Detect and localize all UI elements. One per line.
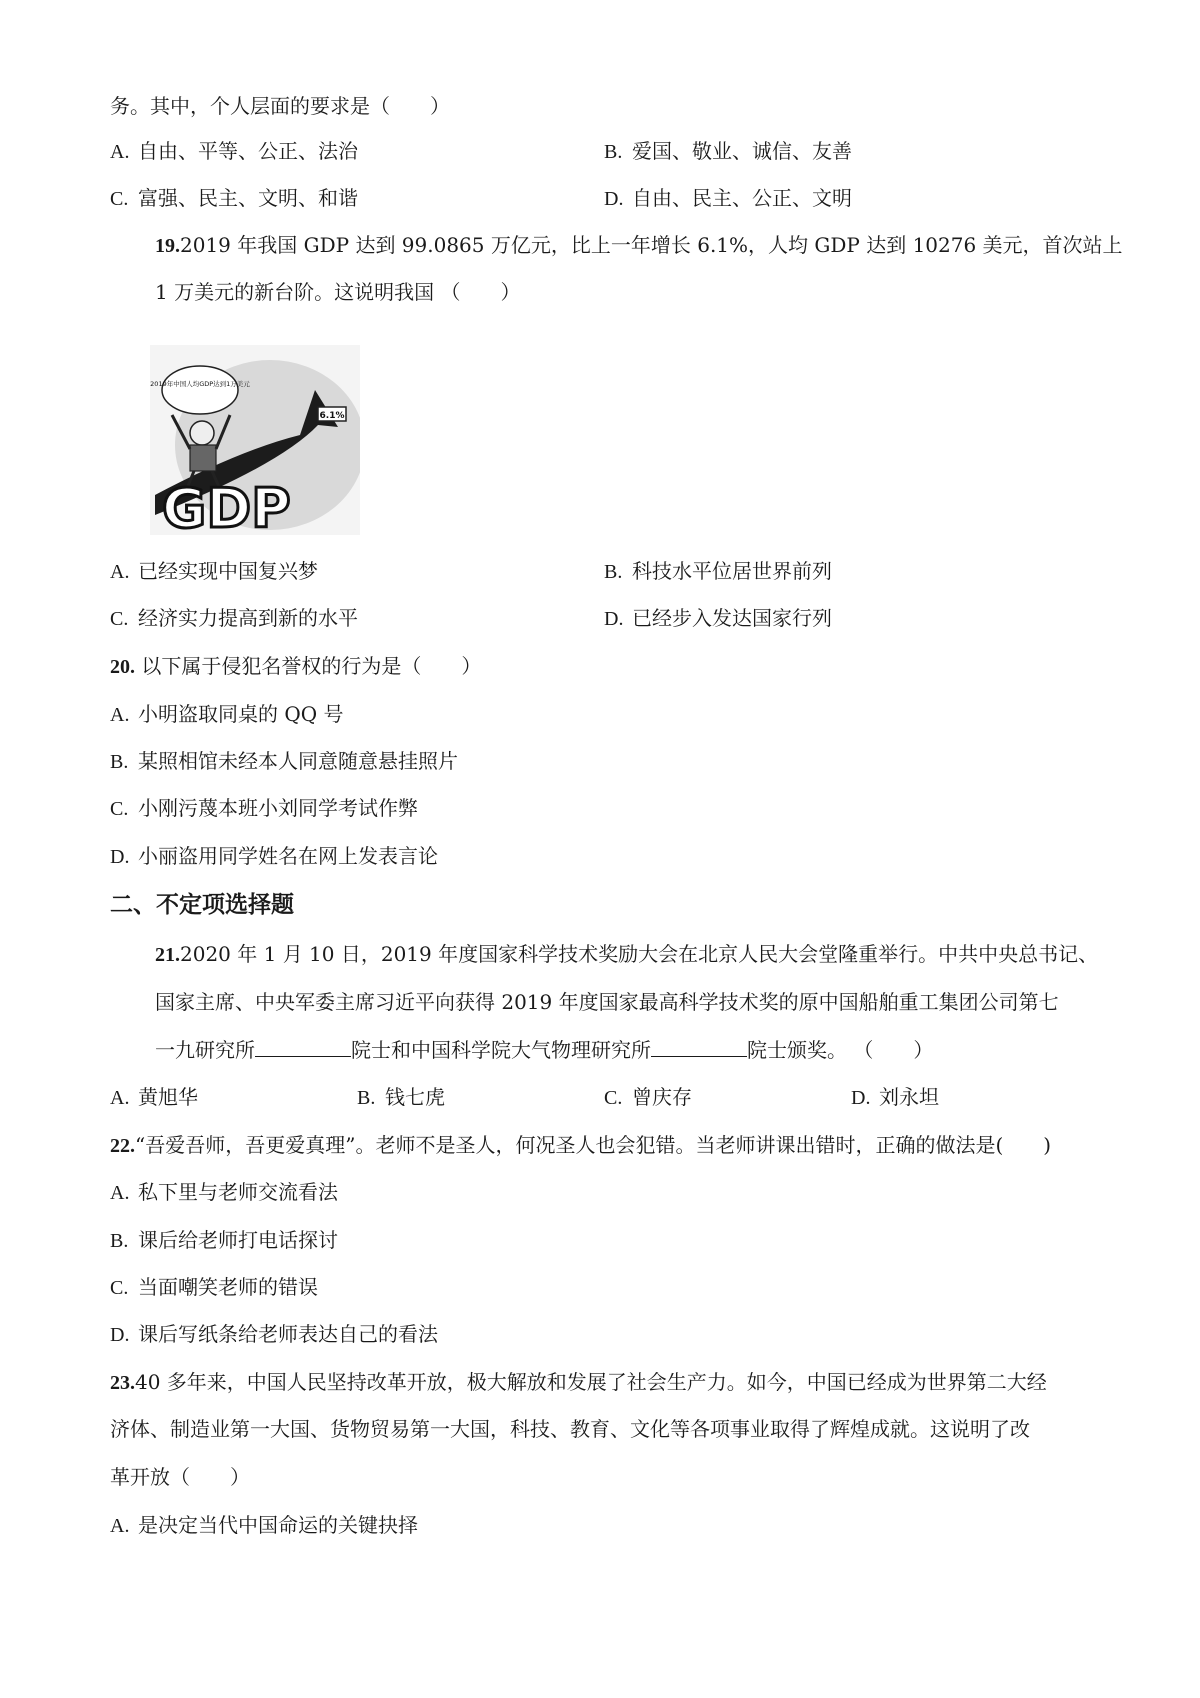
q21-option-a[interactable]: A. 黄旭华 xyxy=(110,1085,198,1109)
section-heading: 二、不定项选择题 xyxy=(110,892,294,918)
q18-option-d[interactable]: D. 自由、民主、公正、文明 xyxy=(604,186,852,210)
answer-blank-2[interactable] xyxy=(651,1038,747,1057)
q23-option-a[interactable]: A. 是决定当代中国命运的关键抉择 xyxy=(110,1513,418,1537)
q20-option-a[interactable]: A. 小明盗取同桌的 QQ 号 xyxy=(110,702,344,726)
q19-option-b[interactable]: B. 科技水平位居世界前列 xyxy=(604,559,832,583)
q19-option-c[interactable]: C. 经济实力提高到新的水平 xyxy=(110,606,358,630)
q23-stem-line1: 23.40 多年来，中国人民坚持改革开放，极大解放和发展了社会生产力。如今，中国已经成为世界第二大经 xyxy=(110,1370,1047,1394)
q20-option-b[interactable]: B. 某照相馆未经本人同意随意悬挂照片 xyxy=(110,749,458,773)
q18-option-b[interactable]: B. 爱国、敬业、诚信、友善 xyxy=(604,139,852,163)
q22-option-d[interactable]: D. 课后写纸条给老师表达自己的看法 xyxy=(110,1322,438,1346)
q21-stem-line3: 一九研究所 院士和中国科学院大气物理研究所 院士颁奖。 （ ） xyxy=(155,1038,934,1062)
arrow-label: 6.1% xyxy=(319,411,345,421)
q22-option-b[interactable]: B. 课后给老师打电话探讨 xyxy=(110,1228,338,1252)
q20-option-d[interactable]: D. 小丽盗用同学姓名在网上发表言论 xyxy=(110,844,438,868)
q20-option-c[interactable]: C. 小刚污蔑本班小刘同学考试作弊 xyxy=(110,796,418,820)
q22-option-a[interactable]: A. 私下里与老师交流看法 xyxy=(110,1180,338,1204)
q22-stem: 22.“吾爱吾师，吾更爱真理”。老师不是圣人，何况圣人也会犯错。当老师讲课出错时，正确的做法是( ) xyxy=(110,1133,1052,1157)
q20-stem: 20. 以下属于侵犯名誉权的行为是（ ） xyxy=(110,654,482,678)
q23-stem-line2: 济体、制造业第一大国、货物贸易第一大国，科技、教育、文化等各项事业取得了辉煌成就。这说明了改 xyxy=(110,1417,1030,1441)
gdp-big-text: GDP xyxy=(162,477,291,535)
q18-stem-tail: 务。其中，个人层面的要求是（ ） xyxy=(110,94,450,118)
q21-stem-line1: 21.2020 年 1 月 10 日，2019 年度国家科学技术奖励大会在北京人民大会堂隆重举行。中共中央总书记、 xyxy=(155,942,1099,966)
q21-stem-line2: 国家主席、中央军委主席习近平向获得 2019 年度国家最高科学技术奖的原中国船舶重工集团公司第七 xyxy=(155,990,1059,1014)
q18-option-c[interactable]: C. 富强、民主、文明、和谐 xyxy=(110,186,358,210)
q23-stem-line3: 革开放（ ） xyxy=(110,1465,250,1489)
q21-option-b[interactable]: B. 钱七虎 xyxy=(357,1085,445,1109)
q22-option-c[interactable]: C. 当面嘲笑老师的错误 xyxy=(110,1275,318,1299)
q19-stem-line1: 19.2019 年我国 GDP 达到 99.0865 万亿元，比上一年增长 6.1%，人均 GDP 达到 10276 美元，首次站上 xyxy=(155,233,1123,257)
q21-option-d[interactable]: D. 刘永坦 xyxy=(851,1085,939,1109)
gdp-illustration xyxy=(150,345,360,535)
answer-blank-1[interactable] xyxy=(255,1038,351,1057)
sign-text: 2019年中国人均GDP达到1万美元 xyxy=(150,380,250,388)
q19-option-a[interactable]: A. 已经实现中国复兴梦 xyxy=(110,559,318,583)
q18-option-a[interactable]: A. 自由、平等、公正、法治 xyxy=(110,139,358,163)
q19-option-d[interactable]: D. 已经步入发达国家行列 xyxy=(604,606,832,630)
q21-option-c[interactable]: C. 曾庆存 xyxy=(604,1085,692,1109)
q19-stem-line2: 1 万美元的新台阶。这说明我国 （ ） xyxy=(155,280,521,304)
